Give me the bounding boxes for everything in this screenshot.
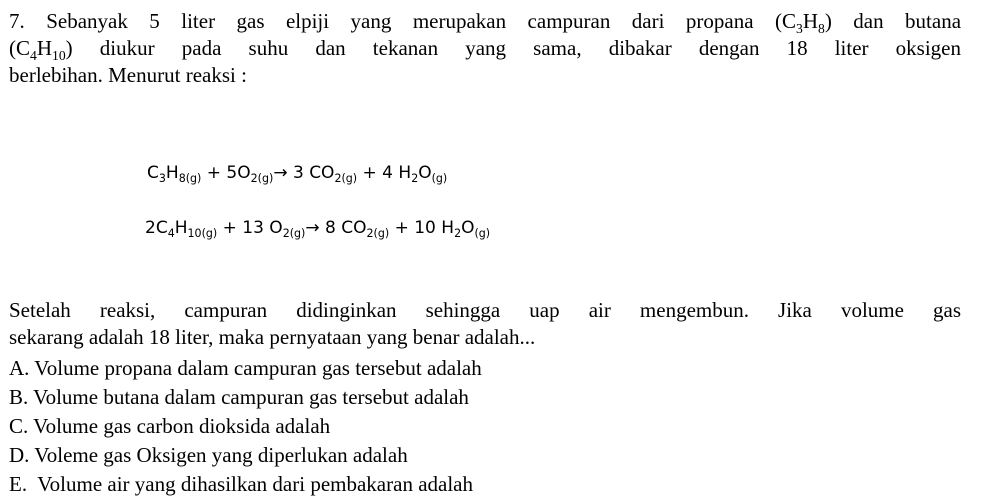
propane-formula: $C_3H_8$ <box>781 9 825 36</box>
reaction-propane: $C_3H_{8(g)} + 5O_{2(g)}\to 3$ $CO_{2(g)} + 4$ $H_2O_{(g)}$ <box>147 163 448 185</box>
arrow-icon: → <box>305 218 320 238</box>
arrow-icon: → <box>273 163 288 183</box>
question-line-3: berlebihan. Menurut reaksi : <box>9 62 247 87</box>
question-line-1: 7. Sebanyak 5 liter gas elpiji yang merupakan campuran dari propana $(C_3H_8)$ dan butana <box>9 9 962 36</box>
option-b: B. Volume butana dalam campuran gas tersebut adalah <box>9 385 469 409</box>
option-d: D. Voleme gas Oksigen yang diperlukan adalah <box>9 443 408 467</box>
butane-formula: $C_4H_{10}$ <box>16 35 66 63</box>
question-stem <box>9 8 961 89</box>
body-line-1: Setelah reaksi, campuran didinginkan sehingga uap air mengembun. Jika volume gas <box>9 298 961 322</box>
option-a: A. Volume propana dalam campuran gas tersebut adalah <box>9 356 482 380</box>
option-e: E. Volume air yang dihasilkan dari pembakaran adalah <box>9 472 473 496</box>
question-number: 7. <box>9 9 25 33</box>
question-body <box>9 297 961 351</box>
option-c: C. Volume gas carbon dioksida adalah <box>9 414 331 438</box>
reaction-butane: $2C_4H_{10(g)} + 13$ $O_{2(g)}\to 8$ $CO_{2(g)} + 10$ $H_2O_{(g)}$ <box>145 218 491 240</box>
body-line-2: sekarang adalah 18 liter, maka pernyataan yang benar adalah... <box>9 324 536 349</box>
question-line-2: $(C_4H_{10})$ diukur pada suhu dan tekanan yang sama, dibakar dengan 18 liter oksigen <box>9 35 962 63</box>
